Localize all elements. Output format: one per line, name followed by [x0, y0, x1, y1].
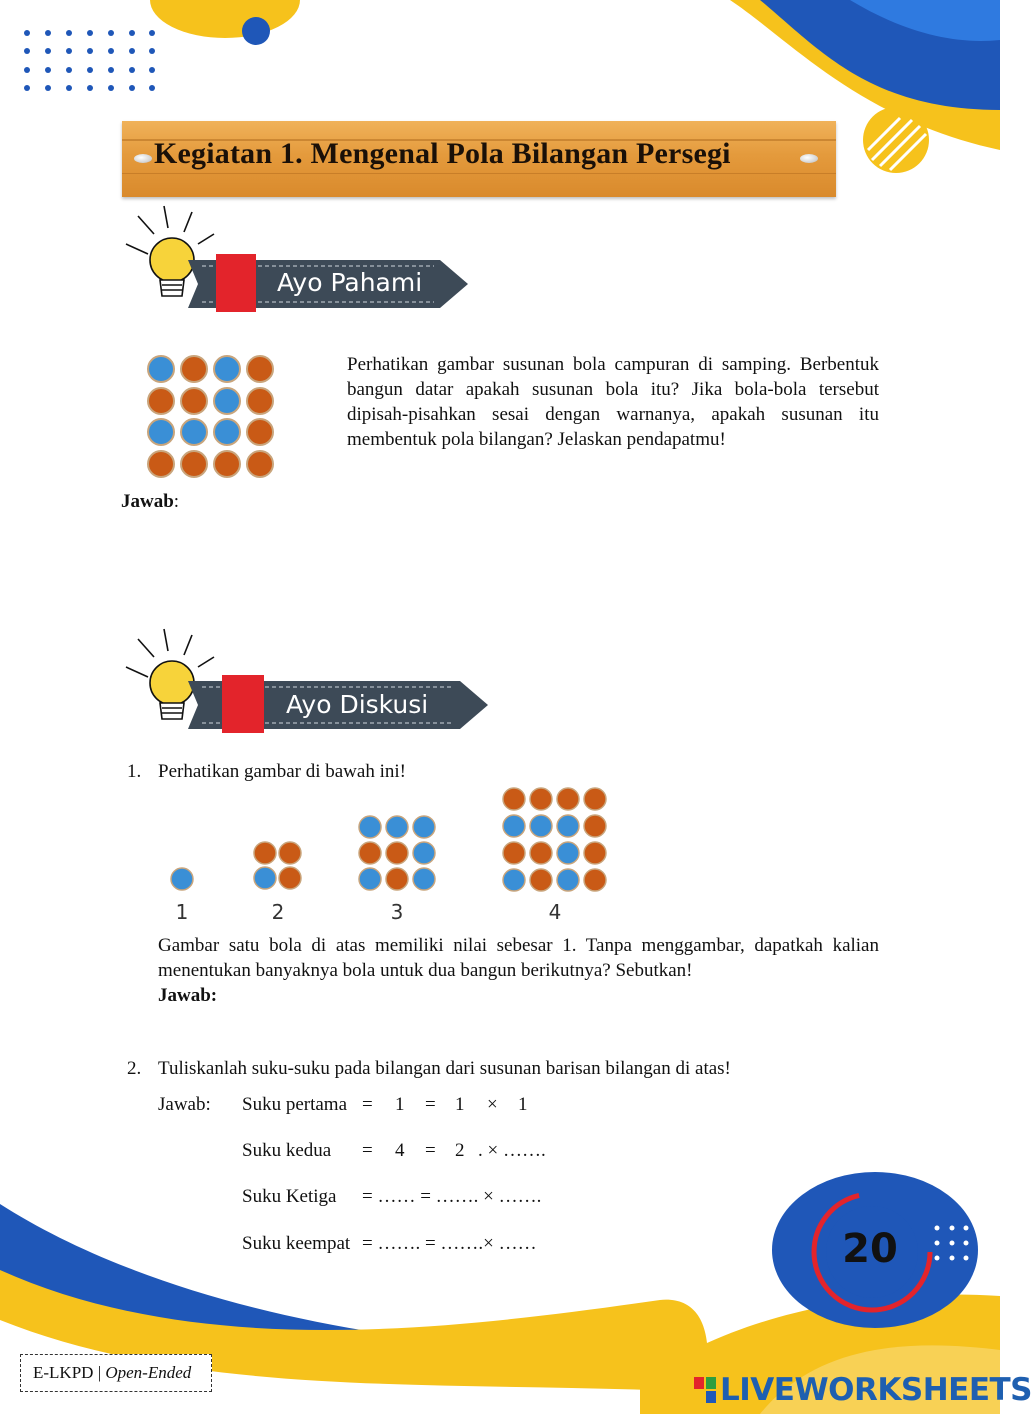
- term-row-blanks[interactable]: = …… = ……. × …….: [362, 1186, 542, 1207]
- term-row-blanks[interactable]: = ……. = …….× ……: [362, 1233, 537, 1254]
- section-heading: Ayo Diskusi: [286, 690, 429, 719]
- page-number: 20: [842, 1226, 898, 1272]
- question-2-answer-label: Jawab:: [158, 1094, 211, 1115]
- term-row-equals: =: [425, 1140, 436, 1161]
- question-2-text: Tuliskanlah suku-suku pada bilangan dari susunan barisan bilangan di atas!: [158, 1058, 731, 1079]
- title-banner: [122, 121, 836, 197]
- figure-label: 1: [175, 900, 189, 924]
- dot-grid-pattern: [24, 30, 155, 91]
- ayo-pahami-ribbon: [122, 204, 482, 316]
- footer-italic-text: Open-Ended: [105, 1363, 192, 1382]
- term-row-value: 1: [395, 1094, 405, 1115]
- yellow-arc-shape: [150, 0, 300, 38]
- question-1-number: 1.: [127, 761, 142, 782]
- liveworksheets-watermark[interactable]: LIVEWORKSHEETS: [720, 1372, 1032, 1408]
- footer-label-text: E-LKPD: [33, 1363, 94, 1382]
- nail-icon: [134, 154, 152, 163]
- nail-icon: [800, 154, 818, 163]
- answer-label-colon: :: [173, 491, 180, 512]
- term-row-equals: =: [362, 1140, 373, 1161]
- term-row-operator: ×: [487, 1094, 498, 1115]
- term-row-value: 2: [455, 1140, 465, 1161]
- term-row-value: 1: [455, 1094, 465, 1115]
- question-2-number: 2.: [127, 1058, 142, 1079]
- mixed-ball-grid: [142, 352, 280, 482]
- square-pattern-figure: [160, 786, 630, 926]
- term-row-equals: =: [425, 1094, 436, 1115]
- ayo-diskusi-ribbon: [122, 627, 502, 739]
- term-row-label: Suku kedua: [242, 1140, 332, 1161]
- term-row-value: 4: [395, 1140, 405, 1161]
- term-row-value: 1: [518, 1094, 528, 1115]
- pattern-balls: [171, 788, 606, 891]
- term-row-label: Suku pertama: [242, 1094, 348, 1115]
- figure-label: 2: [271, 900, 285, 924]
- figure-label: 4: [548, 900, 562, 924]
- question-1-text: Perhatikan gambar di bawah ini!: [158, 761, 406, 782]
- section-heading: Ayo Pahami: [277, 268, 423, 297]
- answer-1-label: [121, 491, 179, 513]
- footer-label: [20, 1354, 212, 1392]
- term-row-label: Suku Ketiga: [242, 1186, 337, 1207]
- question-1-paragraph: Gambar satu bola di atas memiliki nilai sebesar 1. Tanpa menggambar, dapatkah kalian menentukan banyaknya bola untuk dua bangun berikutnya? Sebutkan!: [158, 935, 879, 981]
- liveworksheets-logo-icon: [694, 1377, 716, 1403]
- term-row-operator: . × …….: [478, 1140, 546, 1161]
- question-1-answer-label: Jawab:: [158, 985, 218, 1006]
- figure-label: 3: [390, 900, 404, 924]
- term-row-label: Suku keempat: [242, 1233, 351, 1254]
- ball-grid-marks: [148, 356, 273, 477]
- footer-separator: |: [97, 1363, 102, 1382]
- section1-paragraph: Perhatikan gambar susunan bola campuran di samping. Berbentuk bangun datar apakah susunan bola itu? Jika bola-bola tersebut dipisah-pisahkan sesai dengan warnanya, apakah susunan itu membentuk pola bilangan? Jelaskan pendapatmu!: [347, 354, 879, 450]
- answer-label-text: Jawab: [121, 491, 174, 512]
- page-title: Kegiatan 1. Mengenal Pola Bilangan Persegi: [154, 137, 731, 170]
- term-row-equals: =: [362, 1094, 373, 1115]
- blue-dot-shape: [242, 17, 270, 45]
